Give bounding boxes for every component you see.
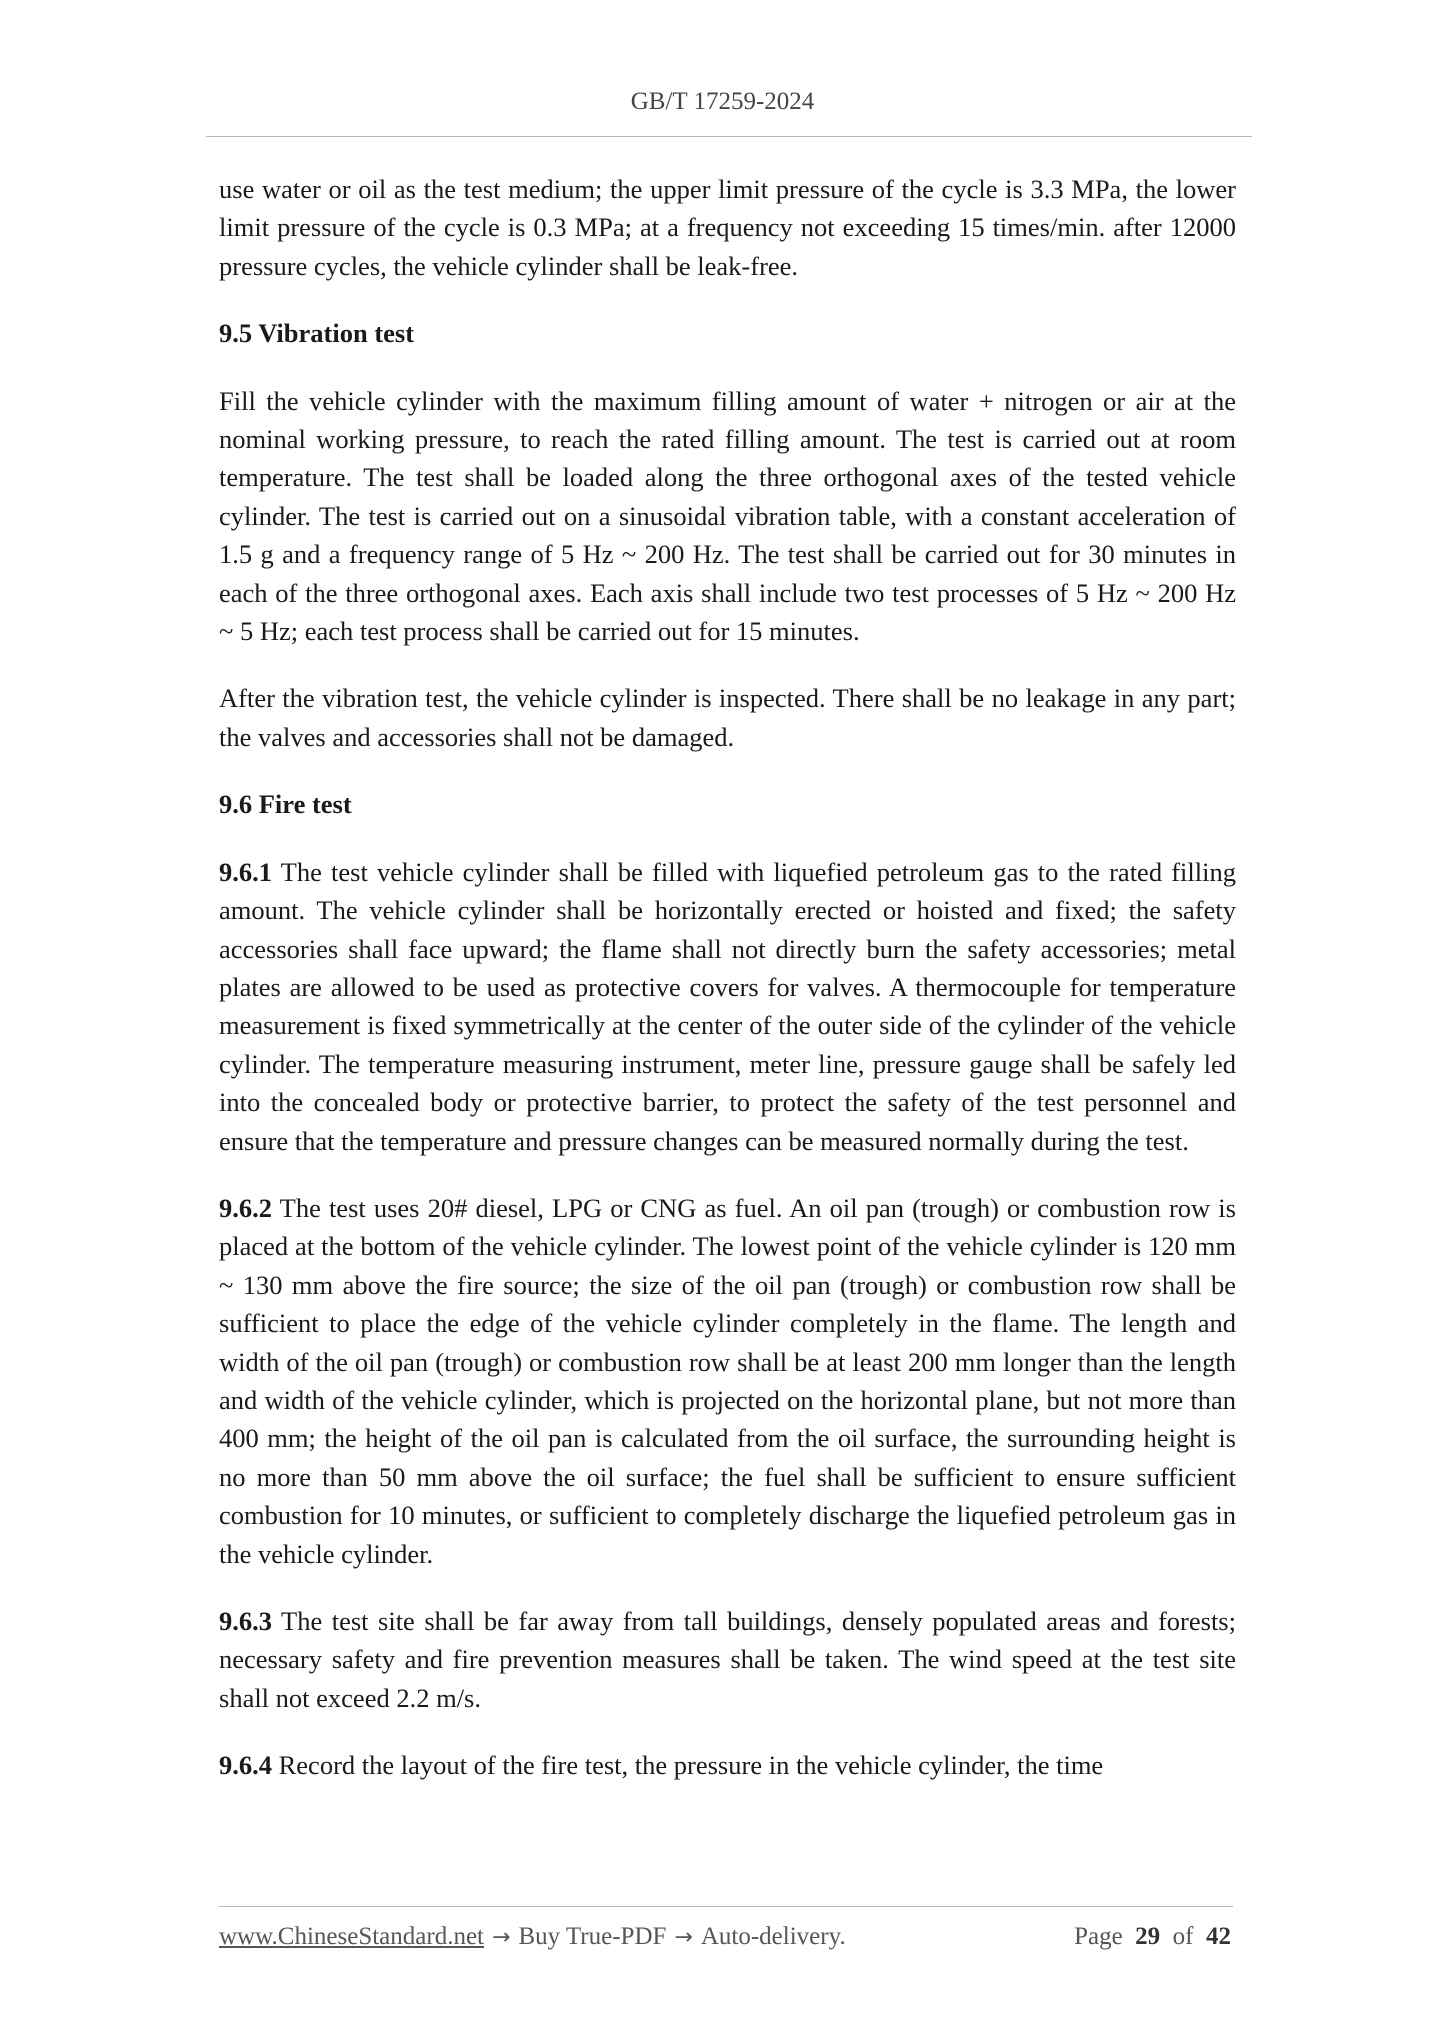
paragraph-9-5-a: Fill the vehicle cylinder with the maximum filling amount of water + nitrogen or air at the nominal working pressure, to reach the rated filling amount. The test is carried out at room temperature. The test shall be loaded along the three orthogonal axes of the tested vehicle cylinder. The test is carried out on a sinusoidal vibration table, with a constant acceleration of 1.5 g and a frequency range of 5 Hz ~ 200 Hz. The test shall be carried out for 30 minutes in each of the three orthogonal axes. Each axis shall include two test processes of 5 Hz ~ 200 Hz ~ 5 Hz; each test process shall be carried out for 15 minutes. [219, 385, 1236, 647]
clause-text-9-6-4: Record the layout of the fire test, the pressure in the vehicle cylinder, the time [272, 1750, 1104, 1781]
page-label: Page [1074, 1923, 1123, 1950]
footer-divider [219, 1906, 1233, 1907]
section-heading-9-6: 9.6 Fire test [219, 789, 352, 820]
clause-number-9-6-1: 9.6.1 [219, 856, 272, 887]
buy-true-pdf-text: Buy True-PDF [518, 1923, 667, 1950]
total-pages-number: 42 [1206, 1923, 1231, 1950]
current-page-number: 29 [1135, 1923, 1161, 1950]
clause-number-9-6-2: 9.6.2 [219, 1192, 272, 1223]
auto-delivery-text: Auto-delivery. [700, 1923, 846, 1950]
page-indicator [1074, 1920, 1231, 1954]
clause-number-9-6-4: 9.6.4 [219, 1750, 272, 1781]
footer-promo [219, 1920, 846, 1955]
of-label: of [1172, 1923, 1194, 1950]
clause-9-6-1 [219, 853, 1236, 1160]
clause-9-6-4 [219, 1746, 1236, 1784]
clause-number-9-6-3: 9.6.3 [219, 1606, 272, 1636]
site-link[interactable]: www.ChineseStandard.net [219, 1923, 484, 1950]
paragraph-9-5-b: After the vibration test, the vehicle cylinder is inspected. There shall be no leakage in any part; the valves and accessories shall not be damaged. [219, 683, 1236, 752]
document-body [219, 170, 1236, 1814]
clause-9-6-3 [219, 1602, 1236, 1717]
document-code-header: GB/T 17259-2024 [630, 88, 815, 115]
clause-text-9-6-2: The test uses 20# diesel, LPG or CNG as fuel. An oil pan (trough) or combustion row is placed at the bottom of the vehicle cylinder. The lowest point of the vehicle cylinder is 120 mm ~ 130 mm above the fire source; the size of the oil pan (trough) or combustion row shall be sufficient to place the edge of the vehicle cylinder completely in the flame. The length and width of the oil pan (trough) or combustion row shall be at least 200 mm longer than the length and width of the vehicle cylinder, which is projected on the horizontal plane, but not more than 400 mm; the height of the oil pan is calculated from the oil surface, the surrounding height is no more than 50 mm above the oil surface; the fuel shall be sufficient to ensure sufficient combustion for 10 minutes, or sufficient to completely discharge the liquefied petroleum gas in the vehicle cylinder. [219, 1192, 1236, 1569]
clause-text-9-6-3: The test site shall be far away from tall buildings, densely populated areas and forests; necessary safety and fire prevention measures shall be taken. The wind speed at the test site shall not exceed 2.2 m/s. [219, 1606, 1236, 1713]
paragraph-intro: use water or oil as the test medium; the upper limit pressure of the cycle is 3.3 MPa, the lower limit pressure of the cycle is 0.3 MPa; at a frequency not exceeding 15 times/min. after 12000 pressure cycles, the vehicle cylinder shall be leak-free. [219, 174, 1236, 281]
right-arrow-icon: → [674, 1925, 693, 1950]
header-divider [206, 136, 1252, 137]
section-heading-9-5: 9.5 Vibration test [219, 318, 415, 349]
clause-9-6-2 [219, 1189, 1236, 1573]
clause-text-9-6-1: The test vehicle cylinder shall be filled with liquefied petroleum gas to the rated filling amount. The vehicle cylinder shall be horizontally erected or hoisted and fixed; the safety accessories shall face upward; the flame shall not directly burn the safety accessories; metal plates are allowed to be used as protective covers for valves. A thermocouple for temperature measurement is fixed symmetrically at the center of the outer side of the cylinder of the vehicle cylinder. The temperature measuring instrument, meter line, pressure gauge shall be safely led into the concealed body or protective barrier, to protect the safety of the test personnel and ensure that the temperature and pressure changes can be measured normally during the test. [219, 856, 1236, 1156]
right-arrow-icon: → [492, 1925, 511, 1950]
